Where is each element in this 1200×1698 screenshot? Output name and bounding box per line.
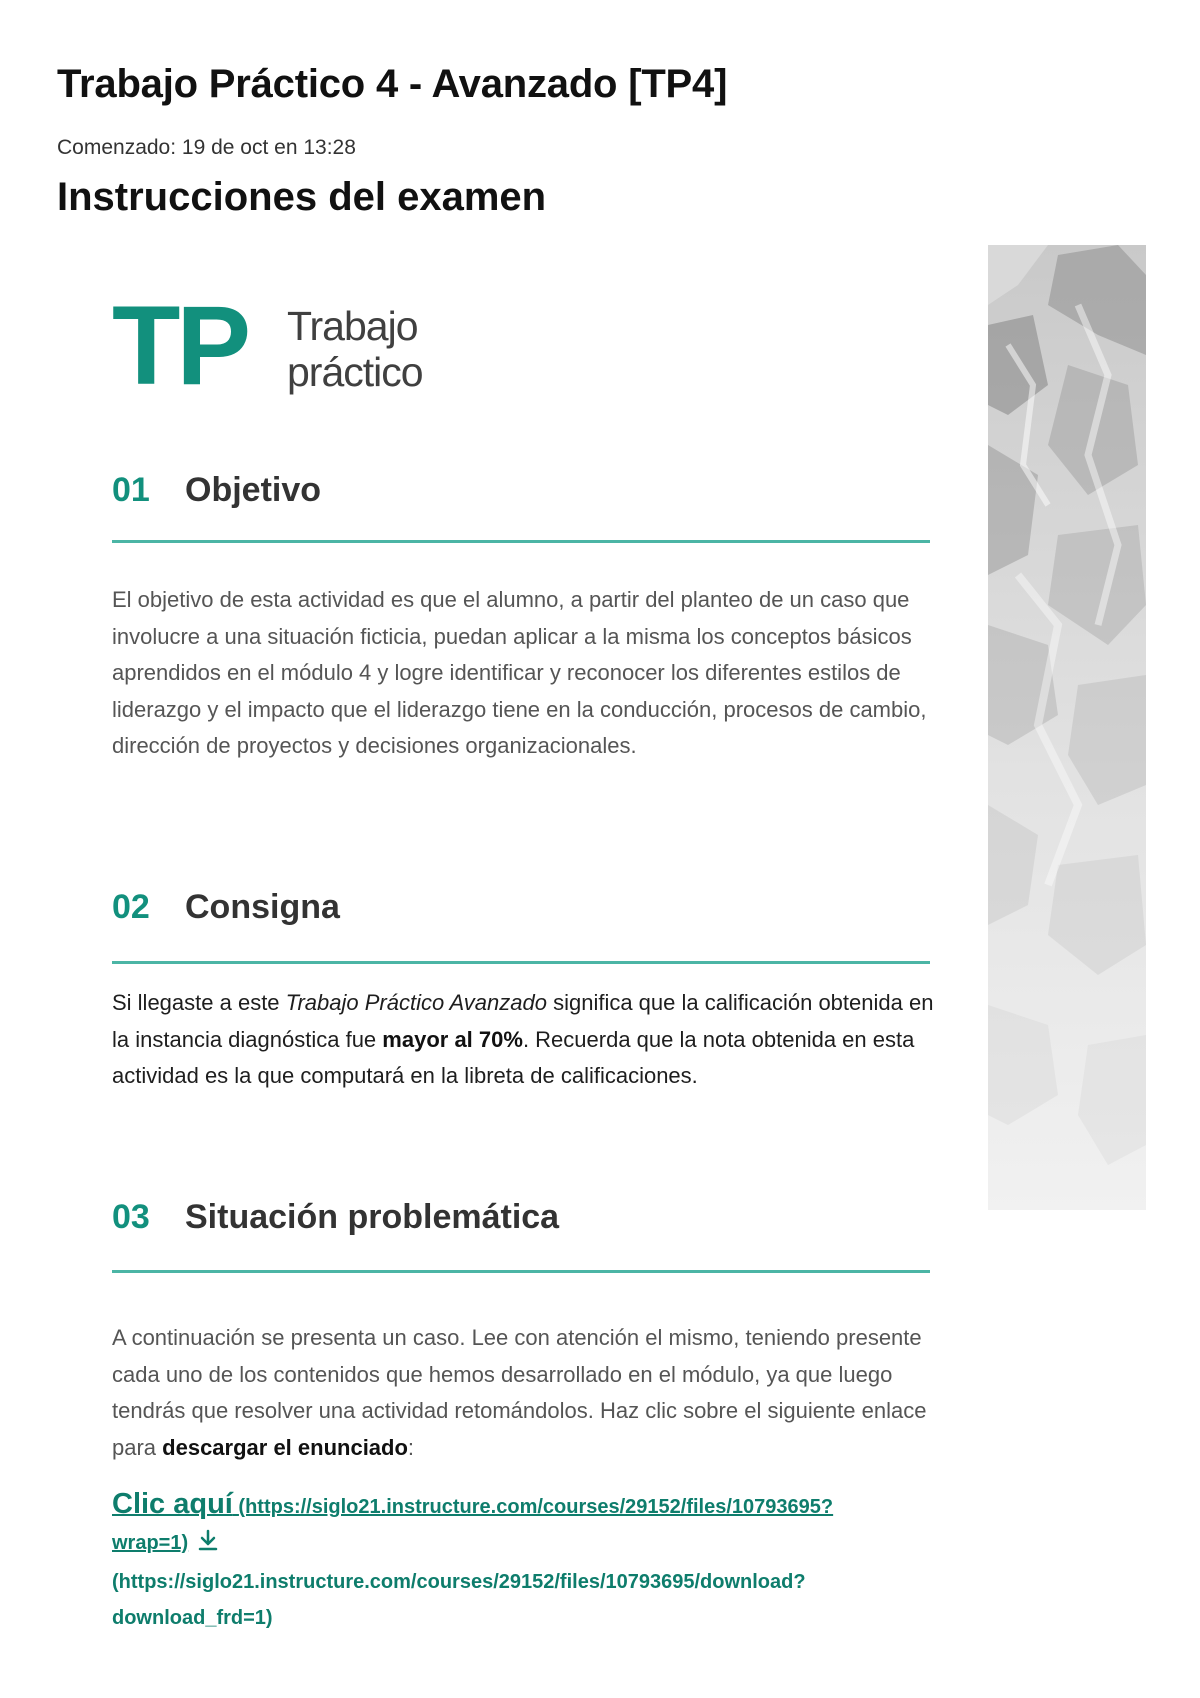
objetivo-text: El objetivo de esta actividad es que el alumno, a partir del planteo de un caso que involucre a una situación ficticia, puedan aplicar a la misma los conceptos básicos aprendidos en el módulo 4 y logre identificar y reconocer los diferentes estilos de liderazgo y el impacto que el liderazgo tiene en la conducción, procesos de cambio, dirección de proyectos y decisiones organizacionales. [112,587,927,759]
consigna-text-part: . Recuerda que la nota obtenida en esta actividad es la que computará en la libreta de calificaciones. [112,1026,915,1089]
tp-logo-line1: Trabajo [287,303,418,349]
section-divider [112,961,930,964]
section-divider [112,1270,930,1273]
section-divider [112,540,930,543]
tp-logo-letters: TP [112,283,248,408]
section-objetivo-heading [112,473,321,507]
download-url-continuation[interactable] [112,1600,942,1636]
consigna-text-bold: mayor al 70% [382,1026,523,1052]
link-url-line1: (https://siglo21.instructure.com/courses/29152/files/10793695? [238,1496,834,1518]
section-situacion-heading [112,1200,559,1234]
section-consigna-heading [112,890,340,924]
section-number: 01 [112,471,150,509]
download-icon[interactable] [196,1528,220,1564]
tp-logo-line2: práctico [287,349,423,395]
section-number: 03 [112,1198,150,1236]
consigna-text [112,985,942,1095]
download-url-link[interactable] [112,1564,942,1600]
situacion-text-part: : [407,1434,415,1460]
decorative-side-image [988,245,1146,1210]
started-timestamp: Comenzado: 19 de oct en 13:28 [57,136,356,159]
consigna-text-part: Si llegaste a este [112,990,286,1015]
page-title: Trabajo Práctico 4 - Avanzado [TP4] [57,62,728,106]
situacion-text-part: A continuación se presenta un caso. Lee con atención el mismo, teniendo presente cada uno de los contenidos que hemos desarrollado en el módulo, ya que luego tendrás que resolver una actividad retomándolos. Haz clic sobre el siguiente enlace para [112,1325,927,1460]
section-title: Situación problemática [185,1198,560,1236]
clic-aqui-link[interactable] [112,1486,942,1525]
section-title: Consigna [185,888,340,926]
situacion-text [112,1320,942,1466]
link-url-continuation[interactable] [112,1525,942,1564]
instructions-title: Instrucciones del examen [57,175,547,219]
situacion-text-bold: descargar el enunciado [162,1434,408,1460]
download-link-block [112,1486,942,1636]
section-number: 02 [112,888,150,926]
link-url-line2: wrap=1) [112,1532,189,1554]
clic-aqui-label: Clic aquí [112,1488,233,1520]
download-url-line2: download_frd=1) [112,1607,273,1629]
consigna-text-italic: Trabajo Práctico Avanzado [285,990,547,1015]
download-url-line1: (https://siglo21.instructure.com/courses/29152/files/10793695/download? [112,1571,806,1593]
consigna-text-part: significa que la calificación obtenida en la instancia diagnóstica fue [112,990,934,1052]
section-title: Objetivo [185,471,322,509]
